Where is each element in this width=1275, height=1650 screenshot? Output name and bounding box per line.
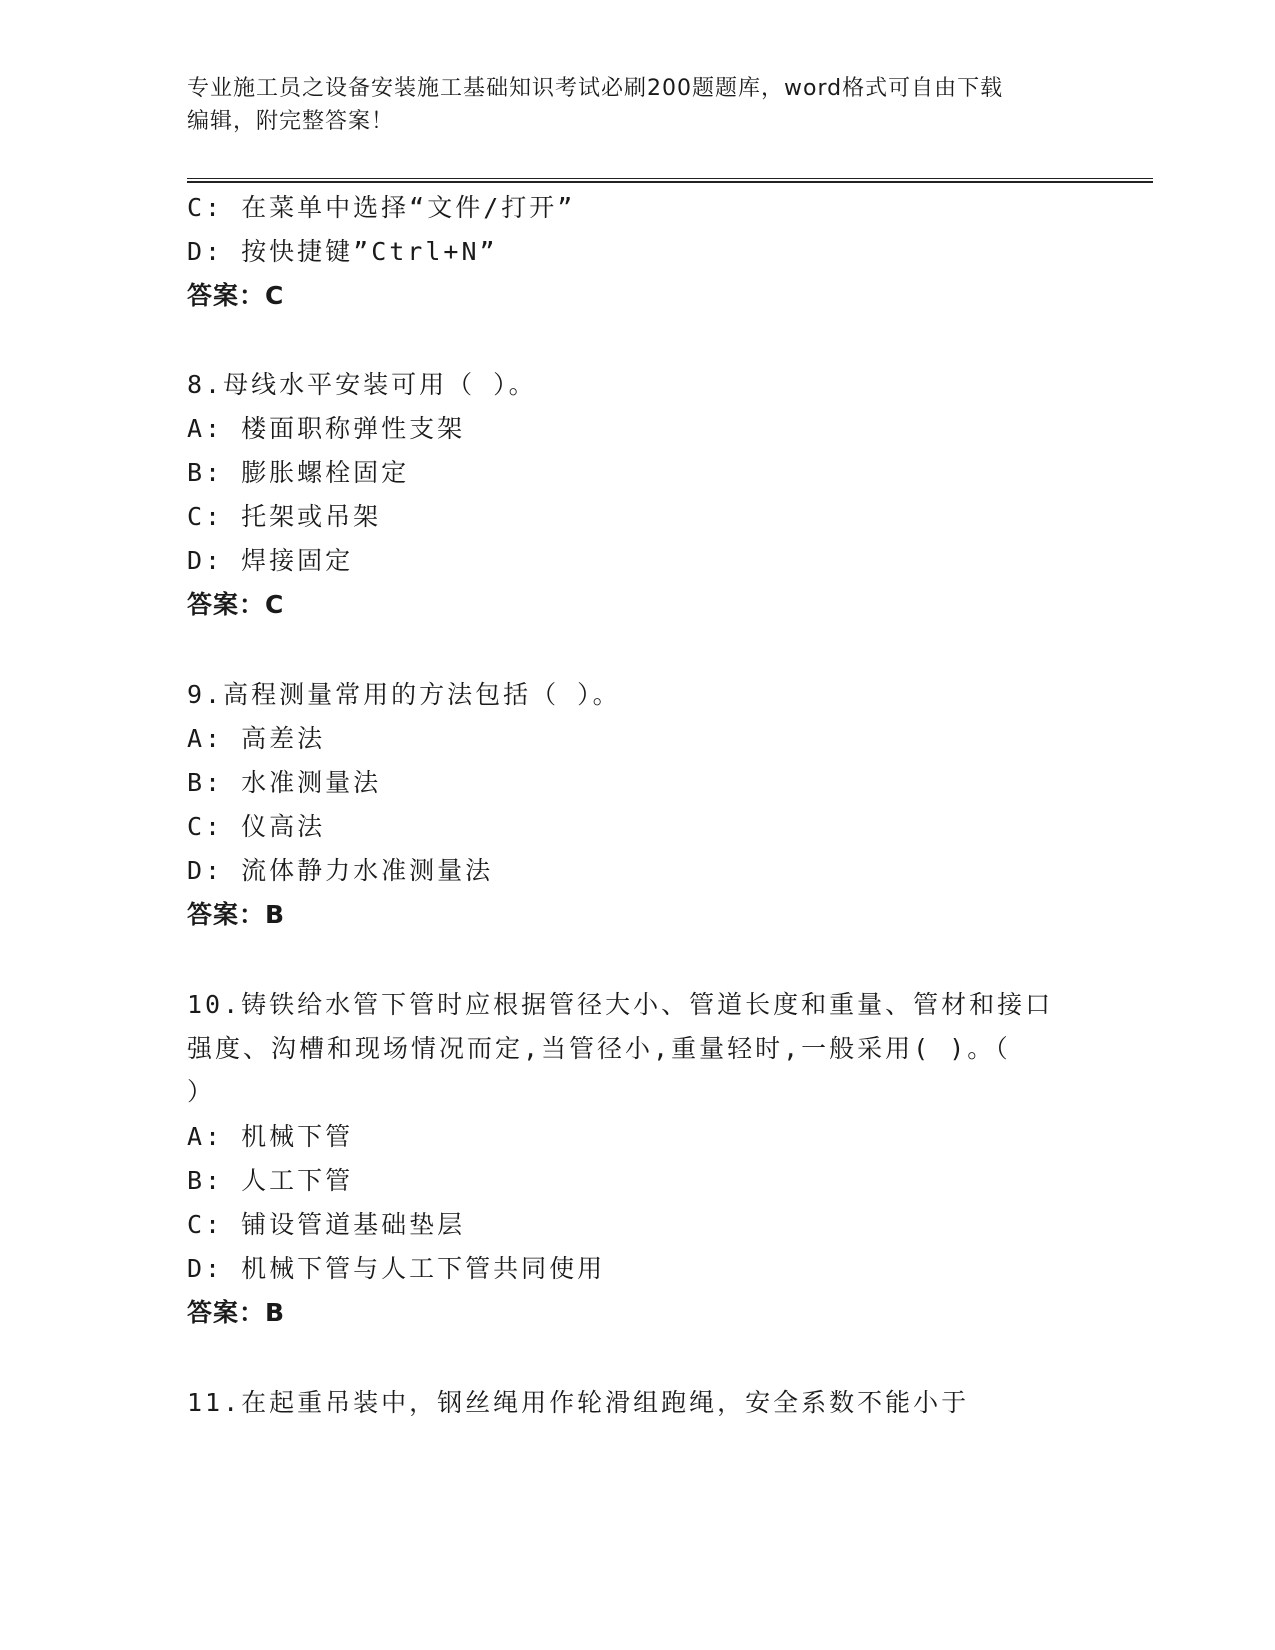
q9-option-a: A: 高差法 xyxy=(187,724,326,753)
document-header xyxy=(187,72,1067,138)
q8-option-c: C: 托架或吊架 xyxy=(187,502,382,531)
q8-option-b: B: 膨胀螺栓固定 xyxy=(187,458,410,487)
q9-option-c: C: 仪高法 xyxy=(187,812,326,841)
q10-option-b: B: 人工下管 xyxy=(187,1166,354,1195)
q10-stem-line-1: 10.铸铁给水管下管时应根据管径大小、管道长度和重量、管材和接口 xyxy=(187,990,1054,1019)
q11-stem: 11.在起重吊装中，钢丝绳用作轮滑组跑绳，安全系数不能小于 xyxy=(187,1388,970,1417)
header-title-line-1: 专业施工员之设备安装施工基础知识考试必刷200题题库，word格式可自由下载 xyxy=(187,76,1004,101)
header-divider-thick xyxy=(187,181,1153,183)
q9-option-d: D: 流体静力水准测量法 xyxy=(187,856,494,885)
q8-option-d: D: 焊接固定 xyxy=(187,546,354,575)
q10-answer: 答案：B xyxy=(187,1298,286,1327)
q8-option-a: A: 楼面职称弹性支架 xyxy=(187,414,466,443)
q7-option-d: D: 按快捷键”Ctrl+N” xyxy=(187,237,498,266)
q9-option-b: B: 水准测量法 xyxy=(187,768,382,797)
q7-option-c: C: 在菜单中选择“文件/打开” xyxy=(187,193,576,222)
q10-option-a: A: 机械下管 xyxy=(187,1122,354,1151)
header-title-line-2: 编辑，附完整答案！ xyxy=(187,109,395,134)
q8-stem: 8.母线水平安装可用（ ）。 xyxy=(187,370,537,399)
q10-option-c: C: 铺设管道基础垫层 xyxy=(187,1210,466,1239)
q8-answer: 答案：C xyxy=(187,590,285,619)
q10-option-d: D: 机械下管与人工下管共同使用 xyxy=(187,1254,606,1283)
q9-stem: 9.高程测量常用的方法包括（ ）。 xyxy=(187,680,621,709)
q9-answer: 答案：B xyxy=(187,900,286,929)
q10-stem-line-2: 强度、沟槽和现场情况而定,当管径小,重量轻时,一般采用( )。（ xyxy=(187,1034,1011,1063)
q10-stem-line-3: ） xyxy=(187,1077,216,1106)
header-divider-thin xyxy=(187,178,1153,179)
q7-answer: 答案：C xyxy=(187,281,285,310)
